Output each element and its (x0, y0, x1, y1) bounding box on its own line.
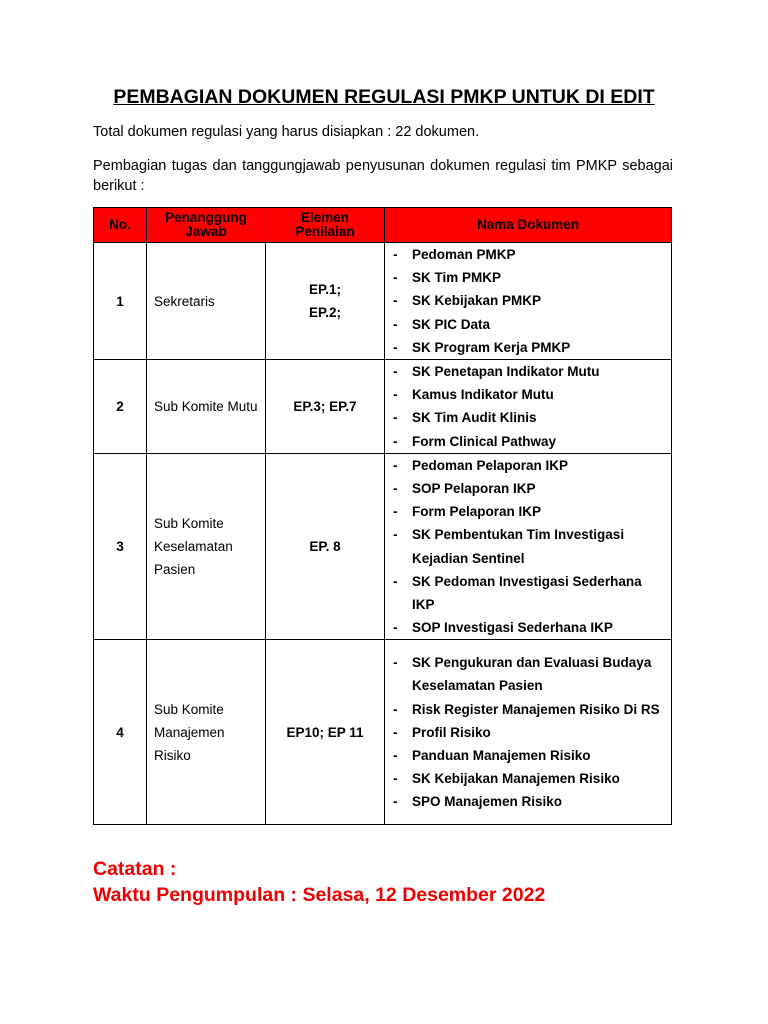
list-item (385, 616, 671, 639)
document-name: SK Program Kerja PMKP (412, 339, 571, 355)
penanggung-jawab-cell (147, 243, 266, 360)
table-row (94, 640, 672, 825)
document-name: SPO Manajemen Risiko (412, 794, 563, 810)
dash-bullet: - (393, 293, 398, 309)
list-item (385, 698, 671, 721)
nama-dokumen-cell (385, 640, 672, 825)
row-number: 3 (94, 453, 147, 640)
document-name: Risk Register Manajemen Risiko Di RS (412, 701, 660, 717)
header-nama-dokumen: Nama Dokumen (385, 208, 672, 243)
penanggung-jawab-cell (147, 453, 266, 640)
header-ep-line1: Elemen (300, 210, 350, 225)
penanggung-jawab-cell (147, 640, 266, 825)
dash-bullet: - (393, 410, 398, 426)
document-name: Kamus Indikator Mutu (412, 387, 554, 403)
penanggung-jawab-line: Risiko (154, 747, 191, 763)
document-name: SK Pengukuran dan Evaluasi Budaya Keselamatan Pasien (412, 655, 652, 694)
list-item (385, 243, 671, 266)
table-header-row (94, 208, 672, 243)
header-pj-line2: Jawab (185, 224, 227, 239)
header-ep-line2: Penilaian (295, 224, 355, 239)
list-item (385, 477, 671, 500)
document-name: Panduan Manajemen Risiko (412, 748, 591, 764)
dash-bullet: - (393, 771, 398, 787)
list-item (385, 430, 671, 453)
row-number: 2 (94, 360, 147, 454)
dash-bullet: - (393, 794, 398, 810)
document-name: Pedoman Pelaporan IKP (412, 457, 569, 473)
penanggung-jawab-line: Sub Komite (154, 516, 224, 532)
list-item (385, 721, 671, 744)
dash-bullet: - (393, 457, 398, 473)
notes-label: Catatan : (93, 858, 177, 880)
list-item (385, 500, 671, 523)
list-item (385, 790, 671, 813)
document-assignment-table (93, 207, 672, 825)
list-item (385, 744, 671, 767)
penanggung-jawab-line: Pasien (154, 562, 196, 578)
dash-bullet: - (393, 247, 398, 262)
document-name: SK Pedoman Investigasi Sederhana IKP (412, 573, 642, 613)
header-pj-line1: Penanggung (165, 210, 247, 225)
dash-bullet: - (393, 270, 398, 286)
penanggung-jawab-line: Sub Komite Mutu (154, 398, 258, 414)
document-name: Form Pelaporan IKP (412, 504, 542, 520)
penanggung-jawab-line: Keselamatan (154, 539, 233, 555)
elemen-penilaian-line: EP. 8 (309, 539, 341, 555)
dash-bullet: - (393, 701, 398, 717)
dash-bullet: - (393, 724, 398, 740)
document-name: SOP Investigasi Sederhana IKP (412, 620, 613, 636)
list-item (385, 360, 671, 383)
dash-bullet: - (393, 316, 398, 332)
list-item (385, 266, 671, 289)
list-item (385, 454, 671, 477)
document-title: PEMBAGIAN DOKUMEN REGULASI PMKP UNTUK DI EDIT (113, 86, 655, 108)
document-name: SK Tim Audit Klinis (412, 410, 537, 426)
dash-bullet: - (393, 387, 398, 403)
elemen-penilaian-line: EP.2; (308, 305, 342, 320)
header-no: No. (94, 208, 147, 243)
document-list (385, 360, 671, 453)
row-number: 1 (94, 243, 147, 360)
elemen-penilaian-cell (266, 243, 385, 360)
dash-bullet: - (393, 364, 398, 380)
nama-dokumen-cell (385, 453, 672, 640)
list-item (385, 651, 671, 697)
elemen-penilaian-cell (266, 640, 385, 825)
dash-bullet: - (393, 504, 398, 520)
dash-bullet: - (393, 748, 398, 764)
document-name: SK Kebijakan Manajemen Risiko (412, 771, 620, 787)
document-name: Pedoman PMKP (412, 247, 516, 262)
penanggung-jawab-cell (147, 360, 266, 454)
header-elemen-penilaian (266, 208, 385, 243)
list-item (385, 523, 671, 569)
dash-bullet: - (393, 433, 398, 449)
document-list (385, 243, 671, 359)
document-name: Form Clinical Pathway (412, 433, 557, 449)
penanggung-jawab-line: Manajemen (154, 724, 225, 740)
dash-bullet: - (393, 481, 398, 497)
row-number: 4 (94, 640, 147, 825)
header-penanggung-jawab (147, 208, 266, 243)
nama-dokumen-cell (385, 243, 672, 360)
document-name: SK Kebijakan PMKP (412, 293, 542, 309)
list-item (385, 767, 671, 790)
table-row (94, 453, 672, 640)
nama-dokumen-cell (385, 360, 672, 454)
elemen-penilaian-cell (266, 360, 385, 454)
dash-bullet: - (393, 620, 398, 636)
deadline-text: Waktu Pengumpulan : Selasa, 12 Desember 2022 (93, 884, 546, 906)
intro-paragraph: Pembagian tugas dan tanggungjawab penyusunan dokumen regulasi tim PMKP sebagai berikut : (93, 158, 673, 194)
document-list (385, 651, 671, 813)
table-row (94, 243, 672, 360)
dash-bullet: - (393, 339, 398, 355)
document-name: SK Penetapan Indikator Mutu (412, 364, 600, 380)
list-item (385, 406, 671, 429)
elemen-penilaian-line: EP10; EP 11 (286, 724, 364, 740)
dash-bullet: - (393, 573, 398, 589)
table-row (94, 360, 672, 454)
list-item (385, 336, 671, 359)
penanggung-jawab-line: Sub Komite (154, 701, 224, 717)
elemen-penilaian-line: EP.1; (308, 282, 342, 297)
penanggung-jawab-line: Sekretaris (154, 293, 215, 309)
elemen-penilaian-line: EP.3; EP.7 (293, 398, 357, 414)
elemen-penilaian-cell (266, 453, 385, 640)
dash-bullet: - (393, 655, 398, 671)
document-list (385, 454, 671, 640)
document-name: SK Tim PMKP (412, 270, 502, 286)
document-name: SK PIC Data (412, 316, 491, 332)
list-item (385, 383, 671, 406)
dash-bullet: - (393, 527, 398, 543)
document-name: SOP Pelaporan IKP (412, 481, 536, 497)
document-name: SK Pembentukan Tim Investigasi Kejadian Sentinel (412, 527, 625, 566)
document-name: Profil Risiko (412, 724, 491, 740)
list-item (385, 289, 671, 312)
total-documents-line: Total dokumen regulasi yang harus disiapkan : 22 dokumen. (93, 124, 480, 140)
notes-section (93, 856, 693, 908)
list-item (385, 313, 671, 336)
list-item (385, 570, 671, 616)
